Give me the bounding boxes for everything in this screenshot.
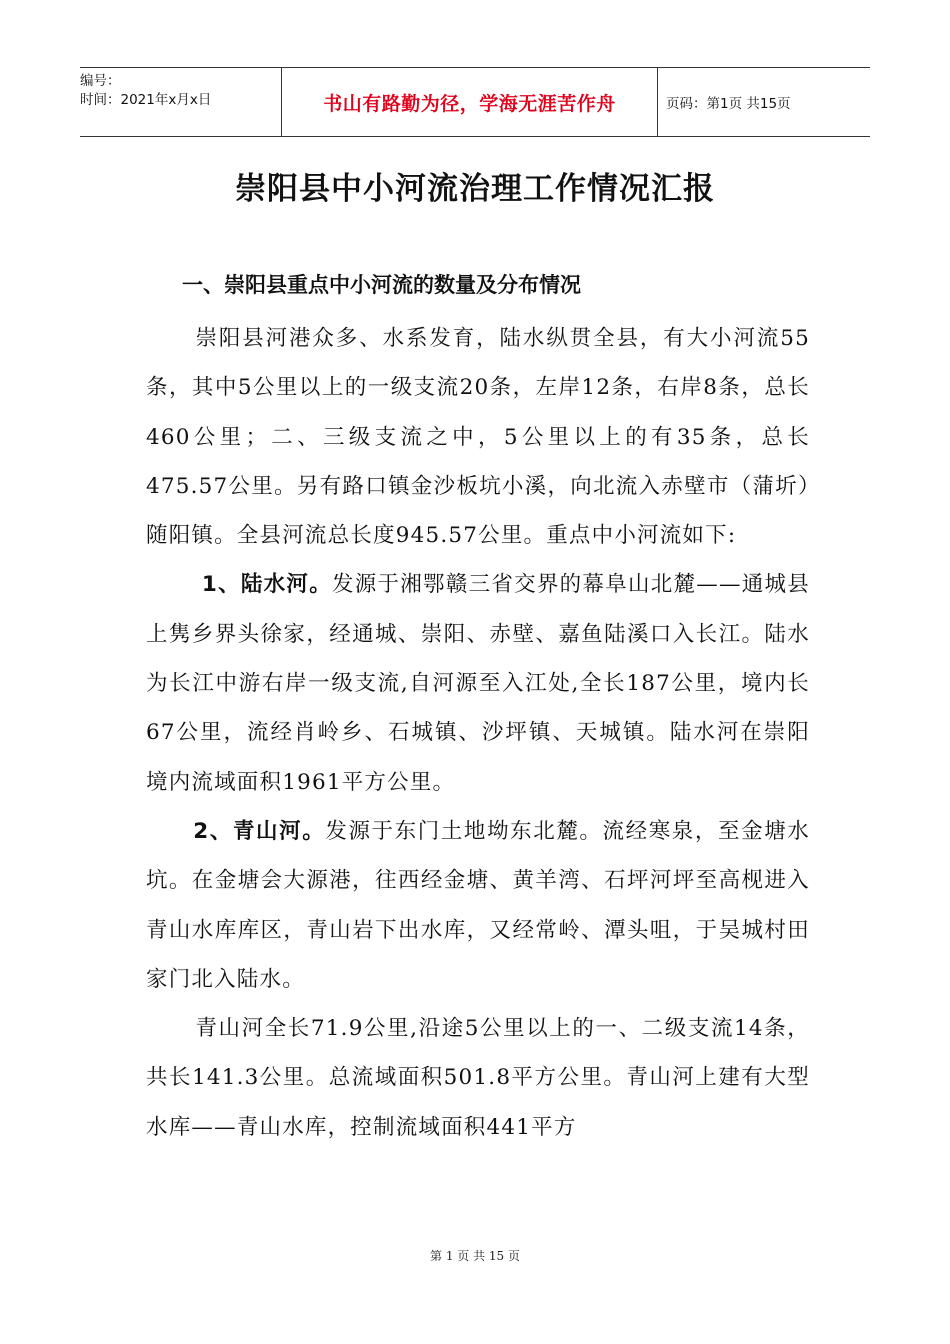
river2-text: 发源于东门土地坳东北麓。流经寒泉，至金塘水坑。在金塘会大源港，往西经金塘、黄羊湾、石坪河坪至高枧进入青山水库库区，青山岩下出水库，又经常岭、潭头咀，于吴城村田家门北入陆水。 <box>146 818 810 992</box>
river1-text: 发源于湘鄂赣三省交界的幕阜山北麓——通城县上隽乡界头徐家，经通城、崇阳、赤壁、嘉鱼陆溪口入长江。陆水为长江中游右岸一级支流,自河源至入江处,全长187公里，境内长67公里，流经肖岭乡、石城镇、沙坪镇、天城镇。陆水河在崇阳境内流域面积1961平方公里。 <box>146 572 810 795</box>
river2-paragraph <box>146 807 810 1004</box>
number-label: 编号： <box>80 73 121 89</box>
river1-label: 1、陆水河。 <box>201 572 332 598</box>
document-title: 崇阳县中小河流治理工作情况汇报 <box>235 171 715 207</box>
river2-detail-paragraph: 青山河全长71.9公里,沿途5公里以上的一、二级支流14条，共长141.3公里。总流域面积501.8平方公里。青山河上建有大型水库——青山水库，控制流域面积441平方 <box>146 1016 810 1140</box>
header-page-cell <box>658 68 870 136</box>
page-info: 页码：第1页 共15页 <box>666 96 791 112</box>
time-label: 时间：2021年x月x日 <box>80 92 212 108</box>
document-header <box>80 67 870 137</box>
river2-label: 2、青山河。 <box>193 818 326 844</box>
header-motto-cell <box>281 68 658 136</box>
page-footer: 第 1 页 共 15 页 <box>430 1249 520 1263</box>
motto-text: 书山有路勤为径，学海无涯苦作舟 <box>323 92 616 115</box>
header-meta <box>80 68 281 136</box>
intro-paragraph: 崇阳县河港众多、水系发育，陆水纵贯全县，有大小河流55条，其中5公里以上的一级支流20条，左岸12条，右岸8条，总长460公里；二、三级支流之中，5公里以上的有35条，总长475.57公里。另有路口镇金沙板坑小溪，向北流入赤壁市（蒲圻）随阳镇。全县河流总长度945.57公里。重点中小河流如下: <box>146 326 810 549</box>
document-body <box>146 314 810 1152</box>
section-heading: 一、崇阳县重点中小河流的数量及分布情况 <box>182 273 581 297</box>
river1-paragraph <box>146 560 810 806</box>
